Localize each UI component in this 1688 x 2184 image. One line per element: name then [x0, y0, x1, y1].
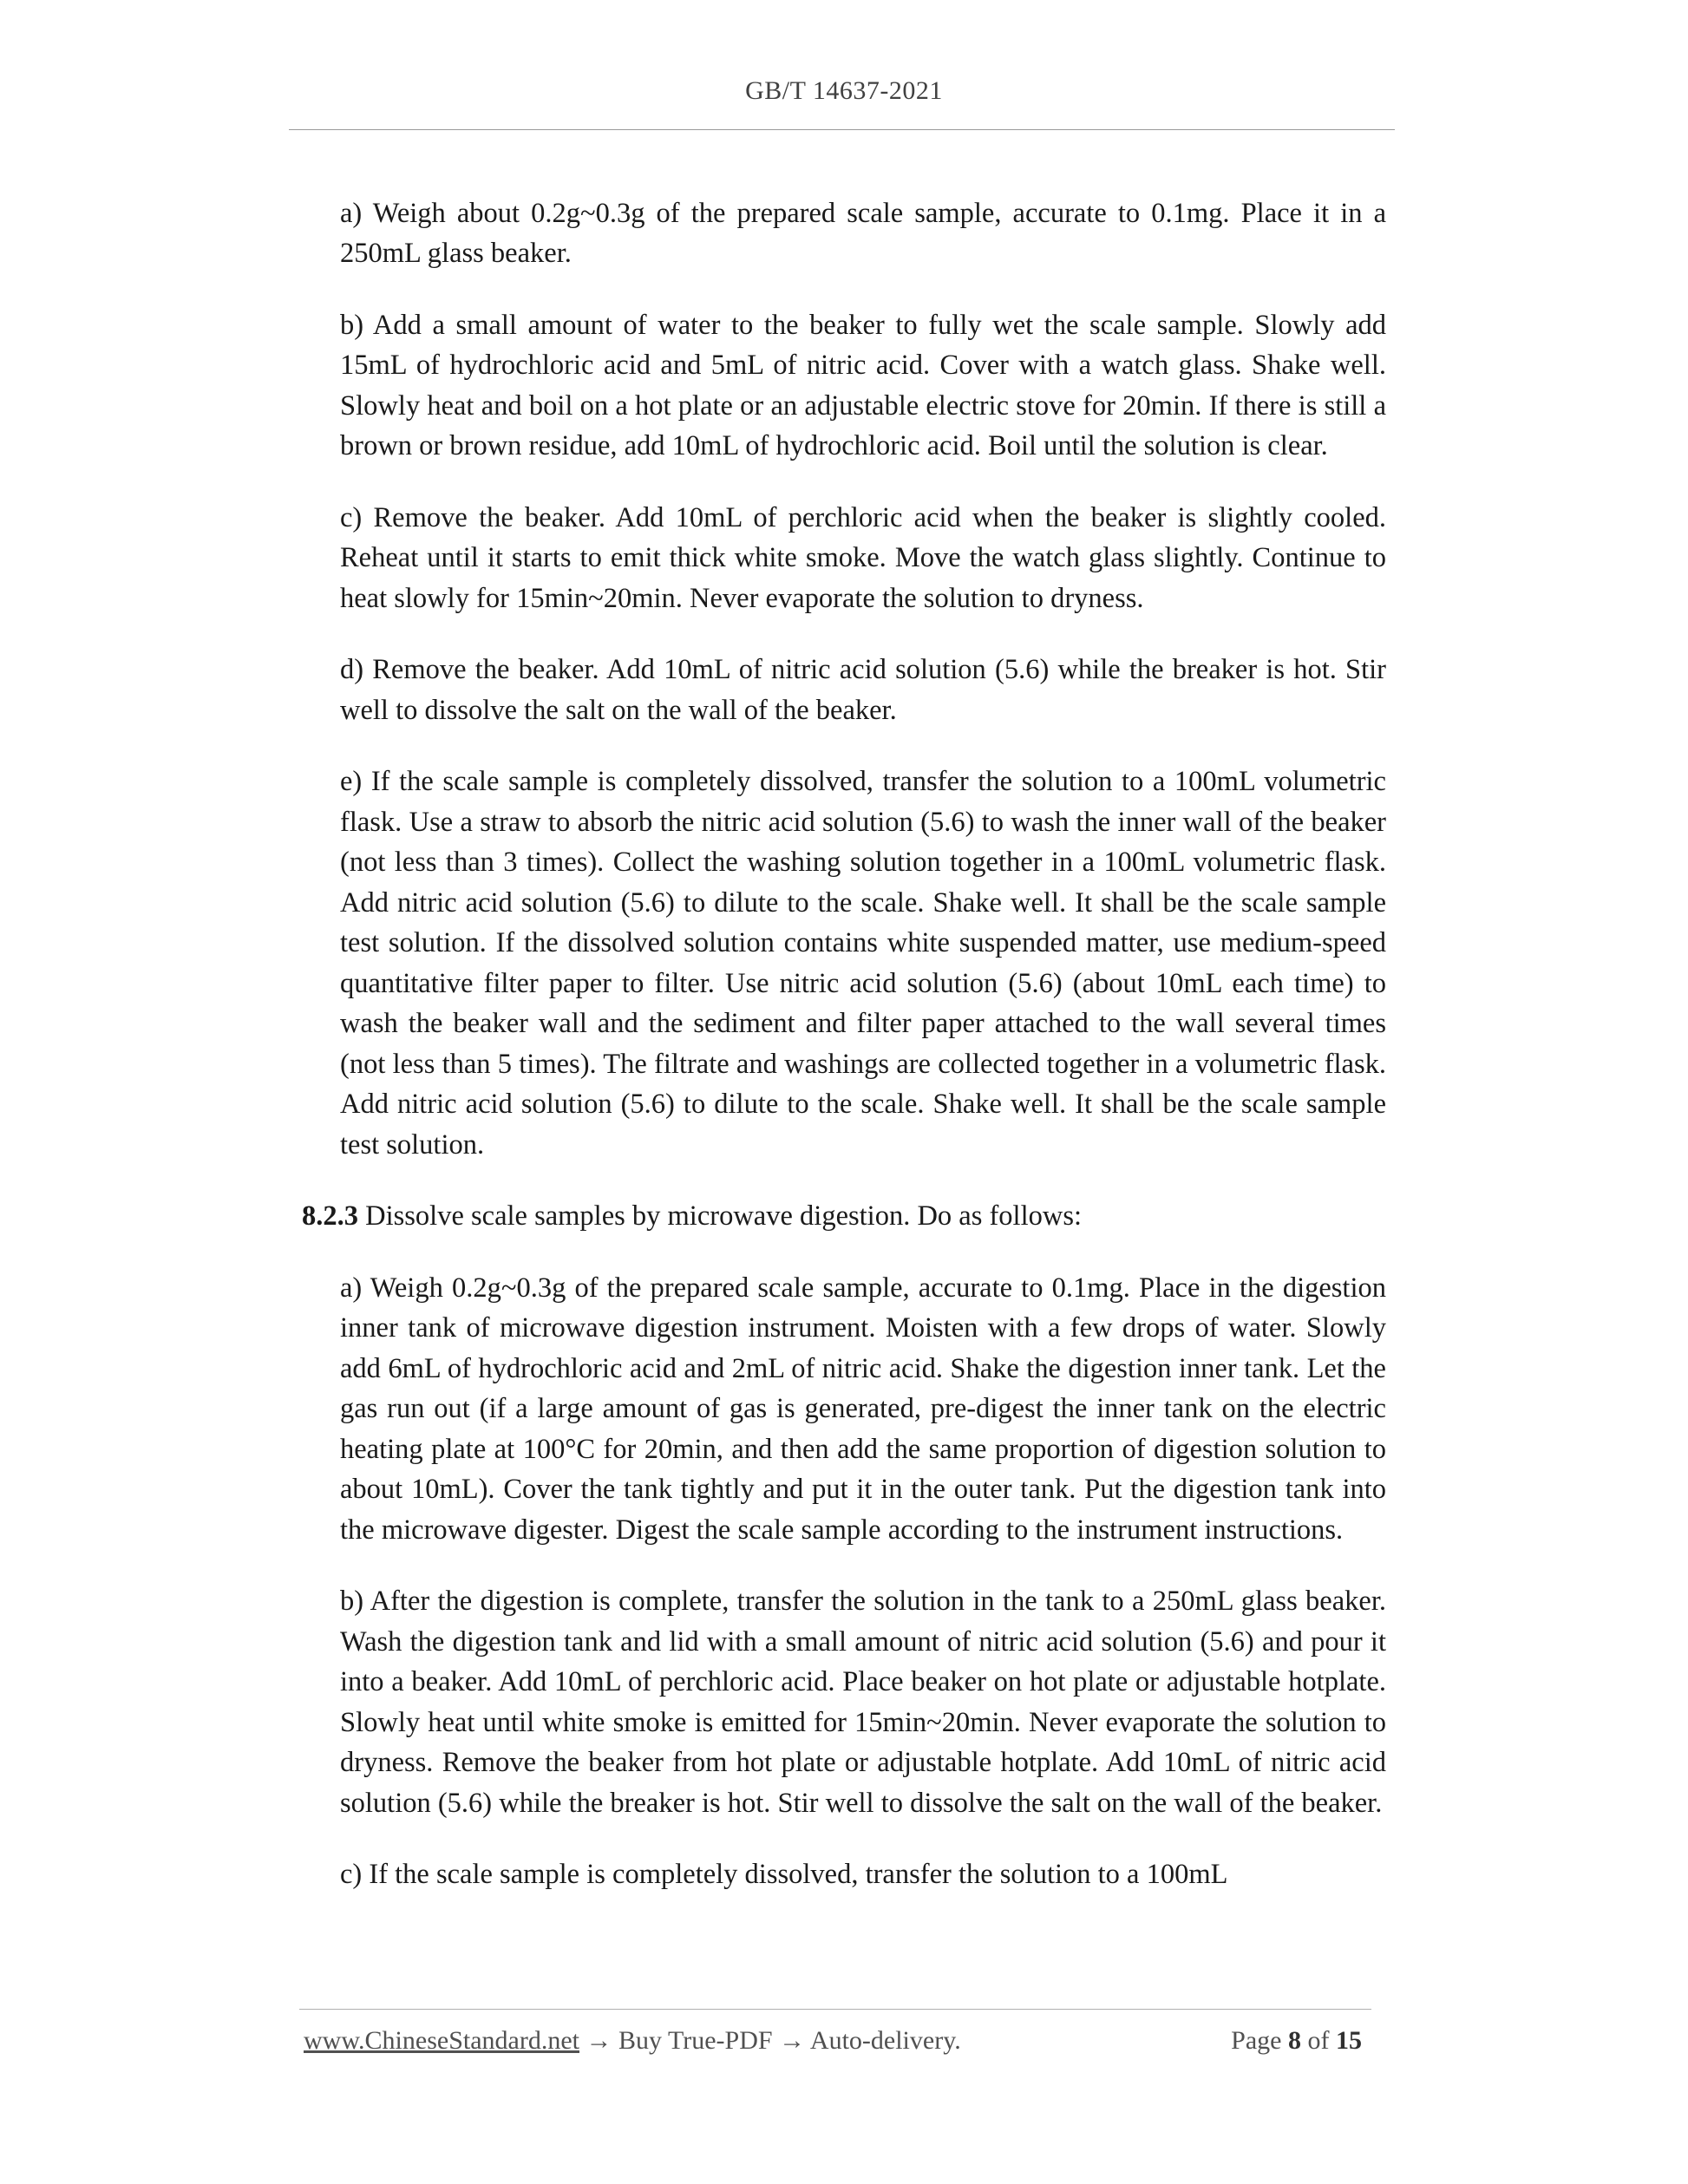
website-link[interactable]: www.ChineseStandard.net: [304, 2026, 579, 2055]
procedure-step-822-b: b) Add a small amount of water to the beaker to fully wet the scale sample. Slowly add 15mL of hydrochloric acid and 5mL of nitric acid. Cover with a watch glass. Shake well. Slowly heat and boil on a hot plate or an adjustable electric stove for 20min. If there is still a brown or brown residue, add 10mL of hydrochloric acid. Boil until the solution is clear.: [340, 309, 1386, 461]
procedure-step-823-c: c) If the scale sample is completely dissolved, transfer the solution to a 100mL: [340, 1859, 1228, 1890]
procedure-step-822-e: e) If the scale sample is completely dissolved, transfer the solution to a 100mL volumetric flask. Use a straw to absorb the nitric acid solution (5.6) to wash the inner wall of the beaker (not less than 3 times). Collect the washing solution together in a 100mL volumetric flask. Add nitric acid solution (5.6) to dilute to the scale. Shake well. It shall be the scale sample test solution. If the dissolved solution contains white suspended matter, use medium-speed quantitative filter paper to filter. Use nitric acid solution (5.6) (about 10mL each time) to wash the beaker wall and the sediment and filter paper attached to the wall several times (not less than 5 times). The filtrate and washings are collected together in a volumetric flask. Add nitric acid solution (5.6) to dilute to the scale. Shake well. It shall be the scale sample test solution.: [340, 766, 1386, 1161]
footer-promo: [304, 2026, 961, 2056]
procedure-step-822-d: d) Remove the beaker. Add 10mL of nitric acid solution (5.6) while the breaker is hot. Stir well to dissolve the salt on the wall of the beaker.: [340, 654, 1386, 726]
current-page-number: 8: [1288, 2026, 1301, 2055]
footer-divider: [299, 2009, 1371, 2010]
procedure-step-822-c: c) Remove the beaker. Add 10mL of perchloric acid when the beaker is slightly cooled. Reheat until it starts to emit thick white smoke. Move the watch glass slightly. Continue to heat slowly for 15min~20min. Never evaporate the solution to dryness.: [340, 501, 1386, 614]
clause-text: Dissolve scale samples by microwave digestion. Do as follows:: [358, 1200, 1083, 1232]
header-divider: [289, 129, 1395, 130]
page-label: Page: [1231, 2026, 1282, 2055]
page-header-standard-code: GB/T 14637-2021: [745, 76, 943, 105]
procedure-step-822-a: a) Weigh about 0.2g~0.3g of the prepared scale sample, accurate to 0.1mg. Place it in a 250mL glass beaker.: [340, 197, 1386, 269]
total-pages-number: 15: [1336, 2026, 1362, 2055]
page-indicator: [1231, 2026, 1362, 2056]
procedure-step-823-a: a) Weigh 0.2g~0.3g of the prepared scale sample, accurate to 0.1mg. Place in the digestion inner tank of microwave digestion instrument. Moisten with a few drops of water. Slowly add 6mL of hydrochloric acid and 2mL of nitric acid. Shake the digestion inner tank. Let the gas run out (if a large amount of gas is generated, pre-digest the inner tank on the electric heating plate at 100°C for 20min, and then add the same proportion of digestion solution to about 10mL). Cover the tank tightly and put it in the outer tank. Put the digestion tank into the microwave digester. Digest the scale sample according to the instrument instructions.: [340, 1272, 1386, 1546]
document-body: [302, 165, 1386, 1895]
footer-promo-text: → Buy True-PDF → Auto-delivery.: [579, 2026, 961, 2055]
clause-8-2-3: [302, 1196, 1386, 1237]
clause-number: 8.2.3: [302, 1200, 358, 1232]
procedure-step-823-b: b) After the digestion is complete, transfer the solution in the tank to a 250mL glass beaker. Wash the digestion tank and lid with a small amount of nitric acid solution (5.6) and pour it into a beaker. Add 10mL of perchloric acid. Place beaker on hot plate or adjustable hotplate. Slowly heat until white smoke is emitted for 15min~20min. Never evaporate the solution to dryness. Remove the beaker from hot plate or adjustable hotplate. Add 10mL of nitric acid solution (5.6) while the breaker is hot. Stir well to dissolve the salt on the wall of the beaker.: [340, 1586, 1386, 1819]
of-label: of: [1307, 2026, 1330, 2055]
